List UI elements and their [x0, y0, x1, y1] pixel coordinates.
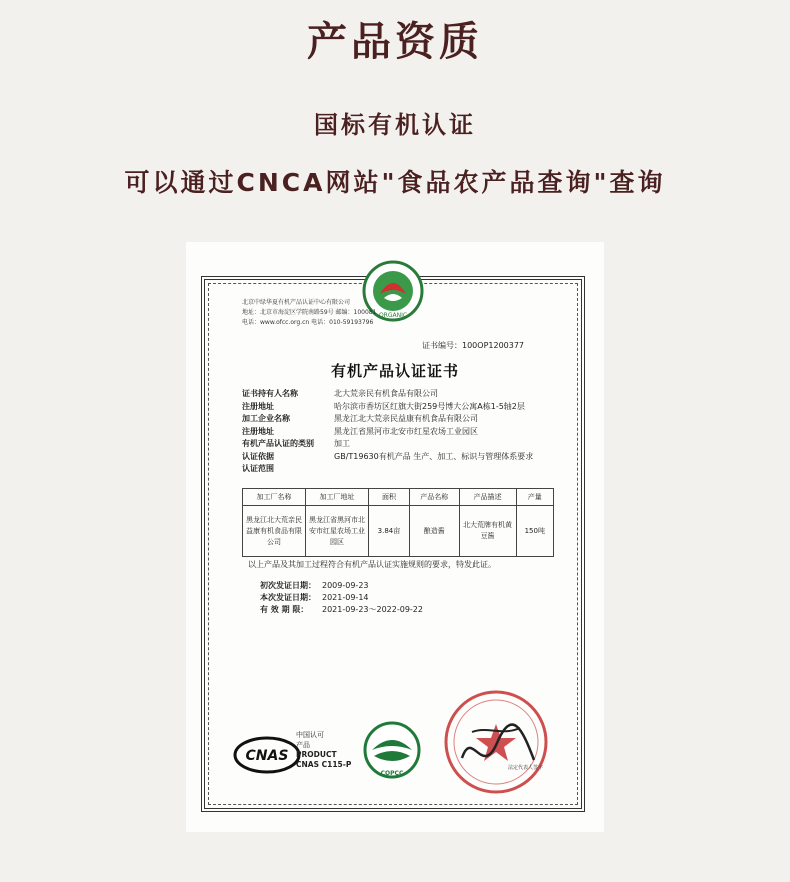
issuer-address: 地址：北京市海淀区学院南路59号 邮编：100081: [242, 309, 377, 316]
field-row: 加工企业名称 黑龙江北大荒亲民益康有机食品有限公司: [242, 414, 478, 423]
cert-no-value: 100OP1200377: [462, 341, 525, 350]
field-row: 注册地址 黑龙江省黑河市北安市红星农场工业园区: [242, 426, 478, 436]
issuer-info: [242, 298, 422, 328]
cert-no-label: 证书编号：: [422, 341, 462, 350]
issuer-contact: 电话：www.ofcc.org.cn 电话：010-59193796: [242, 319, 374, 326]
cqc-logo-icon: [362, 720, 422, 780]
certificate-statement: 以上产品及其加工过程符合有机产品认证实施规则的要求，特发此证。: [248, 560, 496, 569]
cnas-logo-icon: [232, 730, 302, 780]
table-header-row: 加工厂名称 加工厂地址 面积 产品名称 产品描述 产量: [243, 489, 554, 506]
field-row: 注册地址 哈尔滨市香坊区红旗大街259号博大公寓A栋1-5轴2层: [242, 401, 525, 411]
logo-text: ORGANIC: [378, 312, 408, 319]
cqc-text: COPCC: [380, 770, 404, 777]
field-row: 有机产品认证的类别 加工: [242, 439, 350, 448]
issuer-name: 北京中绿华夏有机产品认证中心有限公司: [242, 299, 351, 306]
certificate-dates: [260, 580, 423, 616]
scope-table: [242, 488, 554, 557]
table-row: 黑龙江北大荒亲民益康有机食品有限公司 黑龙江省黑河市北安市红星农场工业园区 3.84亩 酿造酱 北大荒牌有机黄豆酱 150吨: [243, 506, 554, 557]
date-row: 本次发证日期： 2021-09-14: [260, 593, 369, 602]
subtitle-query: 可以通过CNCA网站"食品农产品查询"查询: [124, 168, 666, 197]
certificate-image: [186, 242, 604, 832]
signature-note: 法定代表人签字: [508, 765, 544, 771]
certificate-number: [422, 340, 524, 351]
page-title: 产品资质: [307, 19, 483, 65]
red-seal-icon: [442, 688, 550, 796]
subtitle-organic: 国标有机认证: [314, 111, 476, 139]
certificate-fields: [242, 388, 562, 476]
certificate-title: 有机产品认证证书: [330, 362, 459, 380]
field-row: 认证依据 GB/T19630有机产品 生产、加工、标识与管理体系要求: [242, 451, 534, 461]
cnas-logo-text: CNAS: [245, 748, 289, 764]
cnas-caption: 中国认可 产品 PRODUCT CNAS C115-P: [296, 731, 352, 769]
date-row: 有 效 期 限： 2021-09-23～2022-09-22: [260, 605, 423, 614]
field-row: 认证范围: [242, 464, 274, 473]
field-row: 证书持有人名称 北大荒亲民有机食品有限公司: [242, 389, 438, 398]
date-row: 初次发证日期： 2009-09-23: [260, 581, 369, 590]
